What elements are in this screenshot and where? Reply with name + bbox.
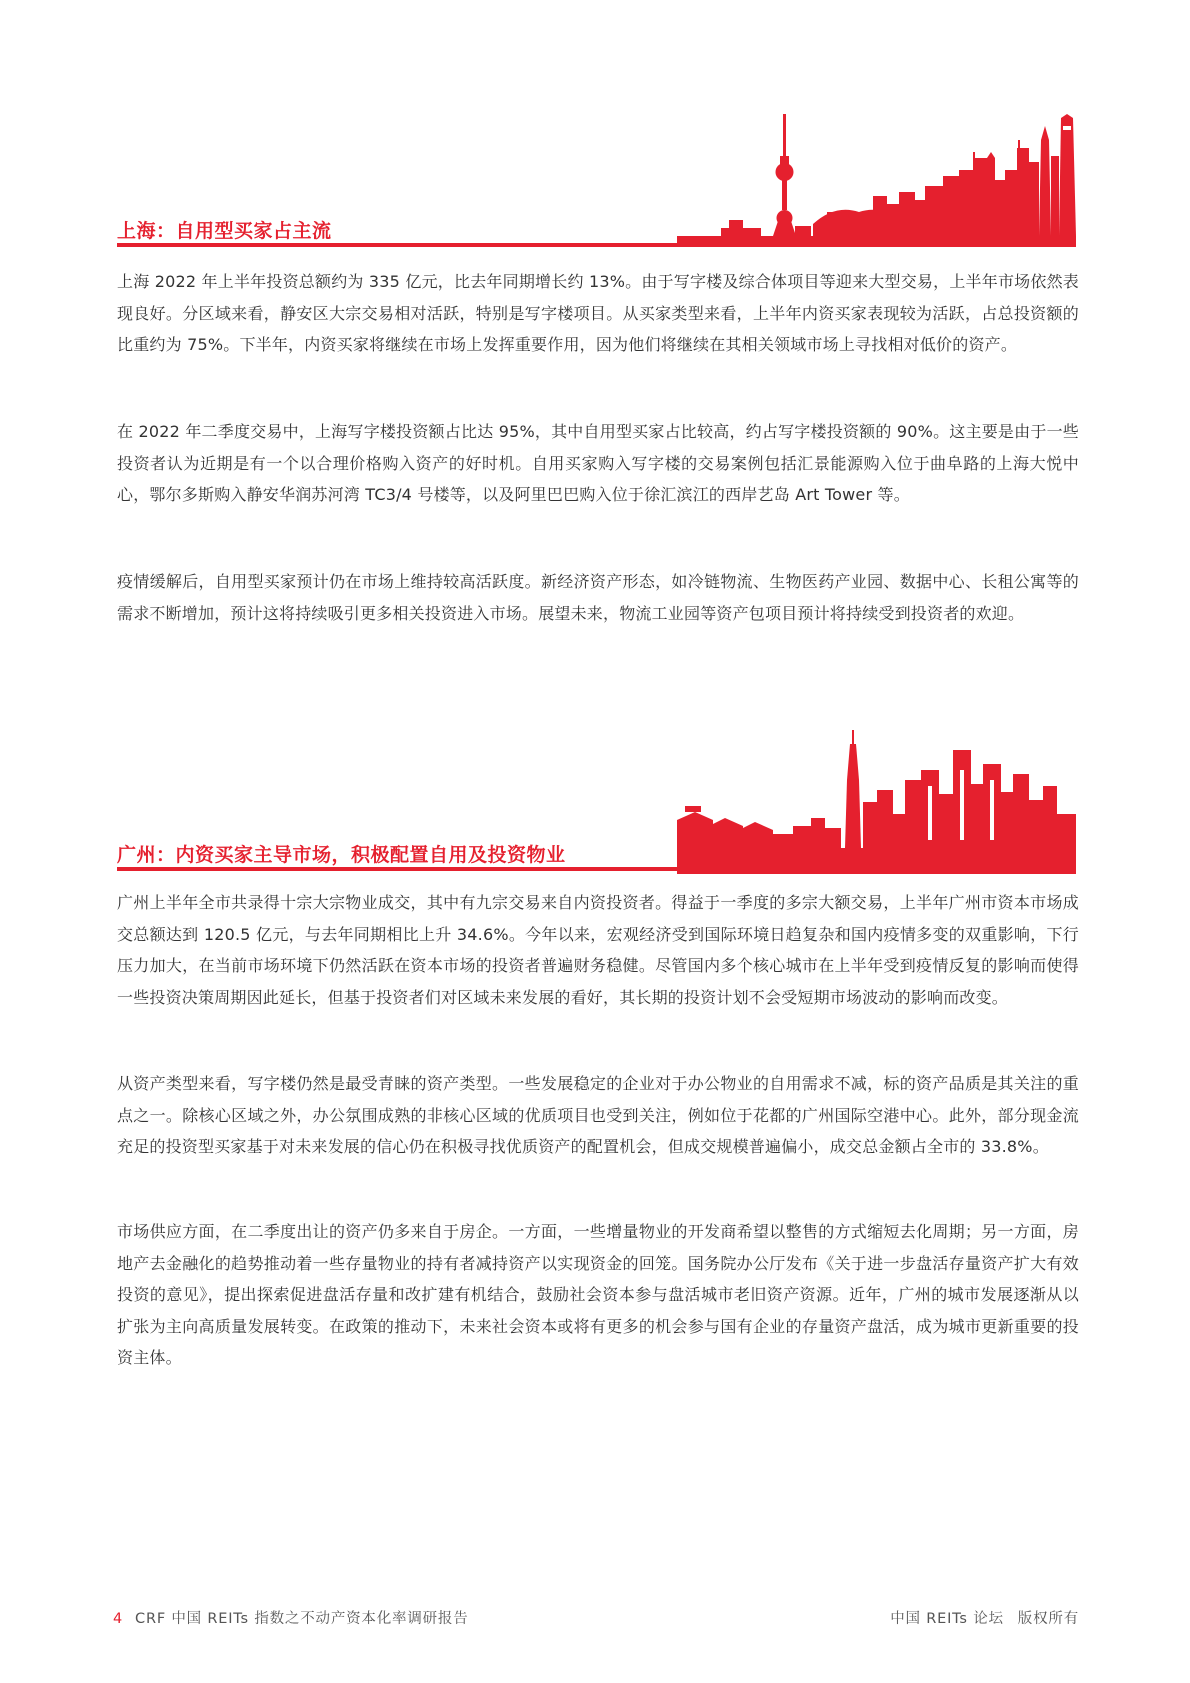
page-footer-right [890, 1607, 1079, 1628]
organization-name: 中国 REITs 论坛 [890, 1611, 1004, 1627]
shanghai-skyline-illustration [677, 100, 1076, 246]
report-title: CRF 中国 REITs 指数之不动产资本化率调研报告 [135, 1611, 469, 1627]
paragraph: 上海 2022 年上半年投资总额约为 335 亿元，比去年同期增长约 13%。由于写字楼及综合体项目等迎来大型交易，上半年市场依然表现良好。分区域来看，静安区大宗交易相对活跃，特别是写字楼项目。从买家类型来看，上半年内资买家表现较为活跃，占总投资额的比重约为 75%。下半年，内资买家将继续在市场上发挥重要作用，因为他们将继续在其相关领域市场上寻找相对低价的资产。 [117, 272, 1079, 354]
copyright-notice: 版权所有 [1017, 1611, 1079, 1627]
paragraph: 在 2022 年二季度交易中，上海写字楼投资额占比达 95%，其中自用型买家占比较高，约占写字楼投资额的 90%。这主要是由于一些投资者认为近期是有一个以合理价格购入资产的好时机。自用买家购入写字楼的交易案例包括汇景能源购入位于曲阜路的上海大悦中心，鄂尔多斯购入静安华润苏河湾 TC3/4 号楼等，以及阿里巴巴购入位于徐汇滨江的西岸艺岛 Art Tower 等。 [117, 422, 1079, 504]
shanghai-section-header [117, 100, 1076, 250]
page-footer-left [113, 1607, 469, 1628]
paragraph: 广州上半年全市共录得十宗大宗物业成交，其中有九宗交易来自内资投资者。得益于一季度的多宗大额交易，上半年广州市资本市场成交总额达到 120.5 亿元，与去年同期相比上升 34.6%。今年以来，宏观经济受到国际环境日趋复杂和国内疫情多变的双重影响，下行压力加大，在当前市场环境下仍然活跃在资本市场的投资者普遍财务稳健。尽管国内多个核心城市在上半年受到疫情反复的影响而使得一些投资决策周期因此延长，但基于投资者们对区域未来发展的看好，其长期的投资计划不会受短期市场波动的影响而改变。 [117, 893, 1079, 1007]
section-title-guangzhou: 广州：内资买家主导市场，积极配置自用及投资物业 [117, 844, 566, 866]
section-title-shanghai: 上海：自用型买家占主流 [117, 220, 332, 242]
section-divider [117, 867, 1076, 871]
paragraph: 市场供应方面，在二季度出让的资产仍多来自于房企。一方面，一些增量物业的开发商希望以整售的方式缩短去化周期；另一方面，房地产去金融化的趋势推动着一些存量物业的持有者减持资产以实现资金的回笼。国务院办公厅发布《关于进一步盘活存量资产扩大有效投资的意见》，提出探索促进盘活存量和改扩建有机结合，鼓励社会资本参与盘活城市老旧资产资源。近年，广州的城市发展逐渐从以扩张为主向高质量发展转变。在政策的推动下，未来社会资本或将有更多的机会参与国有企业的存量资产盘活，成为城市更新重要的投资主体。 [117, 1222, 1079, 1367]
guangzhou-section-header [117, 730, 1076, 878]
section-divider [117, 243, 1076, 247]
guangzhou-skyline-illustration [677, 730, 1076, 874]
paragraph: 疫情缓解后，自用型买家预计仍在市场上维持较高活跃度。新经济资产形态，如冷链物流、生物医药产业园、数据中心、长租公寓等的需求不断增加，预计这将持续吸引更多相关投资进入市场。展望未来，物流工业园等资产包项目预计将持续受到投资者的欢迎。 [117, 572, 1079, 623]
paragraph: 从资产类型来看，写字楼仍然是最受青睐的资产类型。一些发展稳定的企业对于办公物业的自用需求不减，标的资产品质是其关注的重点之一。除核心区域之外，办公氛围成熟的非核心区域的优质项目也受到关注，例如位于花都的广州国际空港中心。此外，部分现金流充足的投资型买家基于对未来发展的信心仍在积极寻找优质资产的配置机会，但成交规模普遍偏小，成交总金额占全市的 33.8%。 [117, 1074, 1079, 1156]
page-number: 4 [113, 1611, 124, 1627]
